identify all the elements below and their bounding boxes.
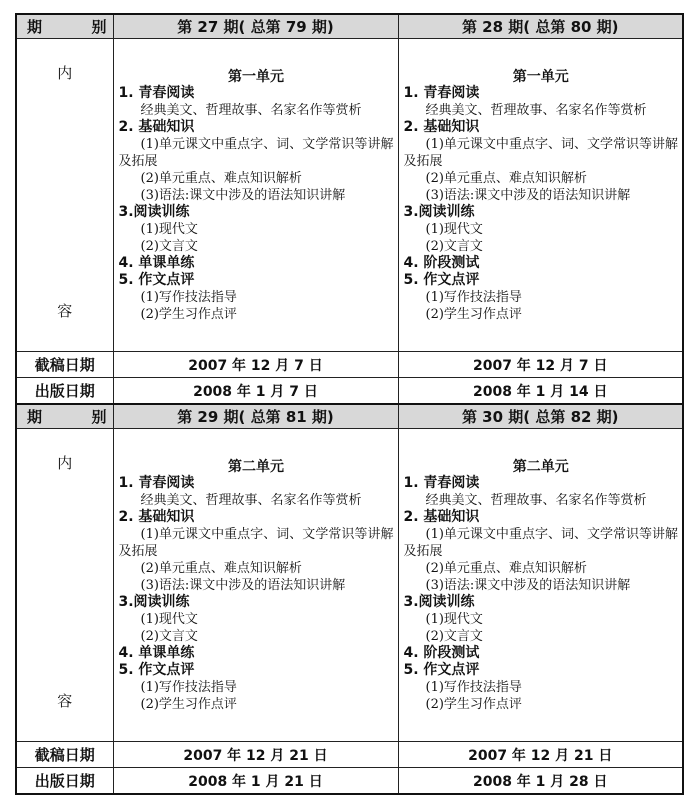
section-text: 经典美文、哲理故事、名家名作等赏析 — [140, 102, 362, 118]
deadline-label: 截稿日期 — [16, 742, 113, 768]
section-item: (2)单元重点、难点知识解析 — [140, 560, 302, 576]
section-item: (1)单元课文中重点字、词、文学常识等讲解及拓展 — [403, 136, 678, 169]
section-heading: 5. 作文点评 — [118, 661, 195, 678]
unit-title: 第一单元 — [228, 68, 284, 85]
issue-content — [399, 68, 683, 323]
content-label-cell — [16, 39, 113, 352]
section-heading: 2. 基础知识 — [118, 508, 195, 525]
section-item: (1)写作技法指导 — [425, 679, 522, 695]
section-heading: 3.阅读训练 — [118, 203, 190, 220]
issue-label-b: 别 — [91, 408, 107, 426]
section-heading: 5. 作文点评 — [403, 661, 480, 678]
issue-content — [114, 68, 398, 323]
section-text: 经典美文、哲理故事、名家名作等赏析 — [140, 492, 362, 508]
issue-header-row — [16, 404, 683, 429]
section-heading: 5. 作文点评 — [118, 271, 195, 288]
section-heading: 1. 青春阅读 — [403, 84, 480, 101]
issue-title: 第 30 期( 总第 82 期) — [398, 404, 683, 429]
deadline-date: 2007 年 12 月 7 日 — [398, 352, 683, 378]
section-heading: 3.阅读训练 — [403, 203, 475, 220]
deadline-row — [16, 742, 683, 768]
content-label-a: 内 — [57, 454, 73, 472]
issue-header-row — [16, 14, 683, 39]
section-item: (1)写作技法指导 — [425, 289, 522, 305]
section-item: (1)现代文 — [425, 221, 483, 237]
publish-date: 2008 年 1 月 21 日 — [113, 768, 398, 795]
section-heading: 4. 单课单练 — [118, 254, 195, 271]
issue-label-b: 别 — [91, 18, 107, 36]
content-row — [16, 429, 683, 742]
section-item: (2)学生习作点评 — [425, 306, 522, 322]
issue-title: 第 28 期( 总第 80 期) — [398, 14, 683, 39]
section-item: (1)现代文 — [425, 611, 483, 627]
section-heading: 2. 基础知识 — [403, 118, 480, 135]
section-item: (1)单元课文中重点字、词、文学常识等讲解及拓展 — [118, 526, 394, 559]
issue-label-a: 期 — [27, 18, 43, 36]
section-text: 经典美文、哲理故事、名家名作等赏析 — [425, 492, 647, 508]
issue-label-cell — [16, 404, 113, 429]
publish-date: 2008 年 1 月 28 日 — [398, 768, 683, 795]
publish-row — [16, 378, 683, 405]
section-heading: 4. 阶段测试 — [403, 254, 480, 271]
publish-row — [16, 768, 683, 795]
content-label-cell — [16, 429, 113, 742]
content-label-b: 容 — [57, 692, 73, 710]
publish-label: 出版日期 — [16, 768, 113, 795]
publish-label: 出版日期 — [16, 378, 113, 405]
issue-content-cell — [113, 429, 398, 742]
section-text: 经典美文、哲理故事、名家名作等赏析 — [425, 102, 647, 118]
section-item: (1)现代文 — [140, 611, 198, 627]
section-heading: 2. 基础知识 — [118, 118, 195, 135]
section-item: (1)单元课文中重点字、词、文学常识等讲解及拓展 — [403, 526, 678, 559]
section-heading: 1. 青春阅读 — [118, 474, 195, 491]
issue-content — [114, 458, 398, 713]
section-item: (2)文言文 — [140, 628, 198, 644]
section-item: (3)语法:课文中涉及的语法知识讲解 — [425, 577, 631, 593]
issue-content-cell — [113, 39, 398, 352]
content-row — [16, 39, 683, 352]
section-item: (2)单元重点、难点知识解析 — [425, 560, 587, 576]
schedule-table — [15, 13, 684, 795]
section-item: (2)文言文 — [140, 238, 198, 254]
section-item: (1)现代文 — [140, 221, 198, 237]
section-heading: 3.阅读训练 — [403, 593, 475, 610]
unit-title: 第一单元 — [512, 68, 569, 85]
issue-label-cell — [16, 14, 113, 39]
issue-title: 第 29 期( 总第 81 期) — [113, 404, 398, 429]
issue-label-a: 期 — [27, 408, 43, 426]
unit-title: 第二单元 — [512, 458, 569, 475]
section-item: (2)文言文 — [425, 238, 483, 254]
section-item: (2)单元重点、难点知识解析 — [140, 170, 302, 186]
section-item: (2)学生习作点评 — [140, 696, 237, 712]
section-item: (3)语法:课文中涉及的语法知识讲解 — [140, 187, 346, 203]
issue-content-cell — [398, 39, 683, 352]
section-heading: 4. 阶段测试 — [403, 644, 480, 661]
section-item: (1)写作技法指导 — [140, 679, 237, 695]
section-item: (3)语法:课文中涉及的语法知识讲解 — [140, 577, 346, 593]
deadline-row — [16, 352, 683, 378]
section-heading: 1. 青春阅读 — [403, 474, 480, 491]
section-heading: 5. 作文点评 — [403, 271, 480, 288]
section-item: (2)学生习作点评 — [425, 696, 522, 712]
section-heading: 1. 青春阅读 — [118, 84, 195, 101]
deadline-date: 2007 年 12 月 21 日 — [113, 742, 398, 768]
content-label-a: 内 — [57, 64, 73, 82]
deadline-date: 2007 年 12 月 21 日 — [398, 742, 683, 768]
deadline-label: 截稿日期 — [16, 352, 113, 378]
section-item: (2)文言文 — [425, 628, 483, 644]
section-item: (2)单元重点、难点知识解析 — [425, 170, 587, 186]
publish-date: 2008 年 1 月 14 日 — [398, 378, 683, 405]
section-item: (2)学生习作点评 — [140, 306, 237, 322]
schedule-body — [16, 14, 683, 794]
section-heading: 4. 单课单练 — [118, 644, 195, 661]
section-heading: 3.阅读训练 — [118, 593, 190, 610]
unit-title: 第二单元 — [228, 458, 284, 475]
section-item: (1)写作技法指导 — [140, 289, 237, 305]
issue-content — [399, 458, 683, 713]
section-item: (1)单元课文中重点字、词、文学常识等讲解及拓展 — [118, 136, 394, 169]
issue-content-cell — [398, 429, 683, 742]
issue-title: 第 27 期( 总第 79 期) — [113, 14, 398, 39]
section-item: (3)语法:课文中涉及的语法知识讲解 — [425, 187, 631, 203]
section-heading: 2. 基础知识 — [403, 508, 480, 525]
publish-date: 2008 年 1 月 7 日 — [113, 378, 398, 405]
content-label-b: 容 — [57, 302, 73, 320]
deadline-date: 2007 年 12 月 7 日 — [113, 352, 398, 378]
